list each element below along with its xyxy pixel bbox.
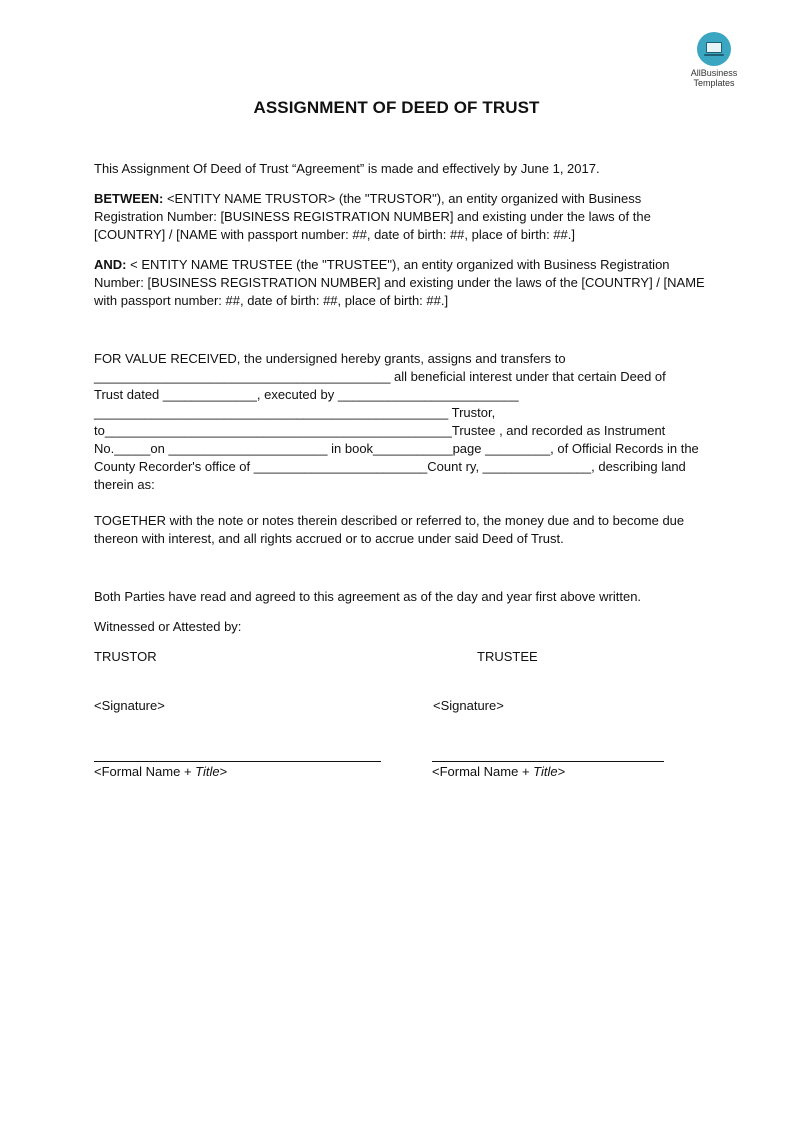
trustor-role: TRUSTOR bbox=[94, 649, 157, 664]
value-line-3: Trust dated _____________, executed by _________________________ bbox=[94, 387, 519, 402]
and-label: AND: bbox=[94, 257, 127, 272]
intro-paragraph: This Assignment Of Deed of Trust “Agreement” is made and effectively by June 1, 2017. bbox=[94, 161, 600, 176]
between-text: <ENTITY NAME TRUSTOR> (the "TRUSTOR"), an entity organized with Business Registration Number: [BUSINESS REGISTRATION NUMBER] and existing under the laws of the [COUNTRY] / [NAME with passport number: ##, date of birth: ##, place of birth: ##.] bbox=[94, 191, 651, 242]
together-paragraph: TOGETHER with the note or notes therein described or referred to, the money due and to become due thereon with interest, and all rights accrued or to accrue under said Deed of Trust. bbox=[94, 513, 685, 546]
trustee-role: TRUSTEE bbox=[477, 649, 538, 664]
trustor-signature-placeholder: <Signature> bbox=[94, 698, 165, 713]
value-line-4: _________________________________________________ Trustor, bbox=[94, 405, 496, 420]
value-received-paragraph bbox=[94, 350, 706, 494]
document-title: ASSIGNMENT OF DEED OF TRUST bbox=[253, 98, 540, 117]
trustee-signature-placeholder: <Signature> bbox=[433, 698, 504, 713]
value-line-1: FOR VALUE RECEIVED, the undersigned hereby grants, assigns and transfers to bbox=[94, 351, 566, 366]
logo-text bbox=[682, 68, 746, 88]
value-line-2: _________________________________________ all beneficial interest under that certain Deed of bbox=[94, 369, 666, 384]
value-line-5: to________________________________________________Trustee , and recorded as Instrument bbox=[94, 423, 666, 438]
trustor-signature-line bbox=[94, 761, 381, 762]
between-label: BETWEEN: bbox=[94, 191, 164, 206]
trustor-formal-name bbox=[94, 763, 227, 781]
trustee-formal-name bbox=[432, 763, 565, 781]
and-paragraph bbox=[94, 256, 706, 310]
laptop-icon bbox=[697, 32, 731, 66]
trustee-name-prefix: <Formal Name + bbox=[432, 764, 534, 779]
trustor-name-prefix: <Formal Name + bbox=[94, 764, 196, 779]
logo-line1: AllBusiness bbox=[690, 68, 738, 78]
trustee-name-title: Title bbox=[533, 764, 558, 779]
between-paragraph bbox=[94, 190, 706, 244]
trustor-name-title: Title bbox=[195, 764, 220, 779]
logo-line2: Templates bbox=[693, 78, 735, 88]
both-parties-paragraph: Both Parties have read and agreed to this agreement as of the day and year first above written. bbox=[94, 589, 642, 604]
trustee-name-suffix: > bbox=[557, 764, 566, 779]
trustor-name-suffix: > bbox=[219, 764, 228, 779]
value-line-8: therein as: bbox=[94, 477, 155, 492]
value-line-7: County Recorder's office of ________________________Count ry, _______________, describing land bbox=[94, 459, 686, 474]
value-line-6: No._____on ______________________ in book___________page _________, of Official Records in the bbox=[94, 441, 699, 456]
and-text: < ENTITY NAME TRUSTEE (the "TRUSTEE"), an entity organized with Business Registration Number: [BUSINESS REGISTRATION NUMBER] and existing under the laws of the [COUNTRY] / [NAME with passport number: ##, date of birth: ##, place of birth: ##.] bbox=[94, 257, 705, 308]
witnessed-label: Witnessed or Attested by: bbox=[94, 619, 242, 634]
document-body bbox=[94, 160, 706, 648]
allbusiness-logo bbox=[682, 32, 746, 88]
trustee-signature-line bbox=[432, 761, 664, 762]
